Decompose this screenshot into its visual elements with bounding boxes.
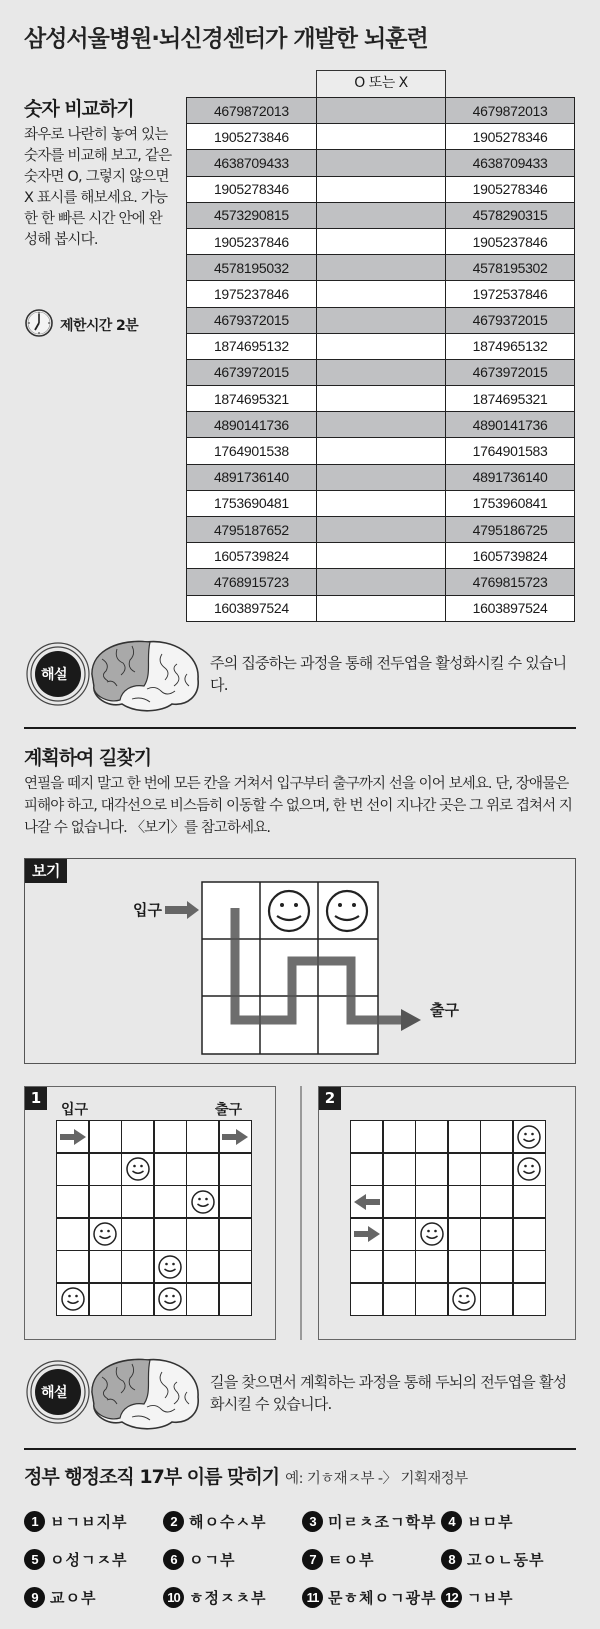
quiz-item [24,1585,163,1609]
grid-cell[interactable] [514,1154,545,1185]
exit-label: 출구 [215,1102,243,1118]
grid-cell[interactable] [90,1219,121,1250]
entrance-label: 입구 [133,901,162,919]
left-number: 4891736140 [187,464,317,490]
answer-cell[interactable] [316,98,445,124]
answer-cell[interactable] [316,386,445,412]
left-number: 1975237846 [187,281,317,307]
grid-cell[interactable] [514,1121,545,1152]
grid-cell[interactable] [90,1186,121,1217]
grid-cell[interactable] [122,1154,153,1185]
section-title-number-compare: 숫자 비교하기 [24,98,134,120]
arrow-right-icon [222,1129,248,1145]
grid-cell[interactable] [514,1186,545,1217]
quiz-number-badge: 3 [302,1511,323,1532]
answer-cell[interactable] [316,176,445,202]
quiz-title: 정부 행정조직 17부 이름 맞히기 [24,1466,280,1488]
table-row [187,412,575,438]
time-limit [24,308,138,342]
answer-cell[interactable] [316,255,445,281]
quiz-hint: ㅇㄱ부 [189,1550,236,1569]
grid-cell[interactable] [416,1186,447,1217]
grid-cell[interactable] [514,1251,545,1282]
table-row [187,98,575,124]
smiley-icon [92,1221,118,1247]
table-row [187,517,575,543]
grid-cell[interactable] [155,1154,186,1185]
answer-cell[interactable] [316,202,445,228]
ox-column-header: O 또는 X [316,70,446,97]
grid-cell[interactable] [351,1219,382,1250]
exit-label: 출구 [430,1001,459,1019]
quiz-hint: ㅂㅁ부 [467,1512,514,1531]
grid-cell[interactable] [351,1154,382,1185]
quiz-list [24,1509,584,1609]
left-number: 1874695132 [187,333,317,359]
grid-cell[interactable] [155,1121,186,1152]
grid-cell[interactable] [416,1121,447,1152]
table-row [187,386,575,412]
quiz-number-badge: 1 [24,1511,45,1532]
grid-cell[interactable] [57,1186,88,1217]
time-limit-label: 제한시간 2분 [60,318,139,334]
quiz-item [24,1547,163,1571]
table-row [187,543,575,569]
grid-cell[interactable] [481,1186,512,1217]
left-number: 1753690481 [187,490,317,516]
quiz-number-badge: 7 [302,1549,323,1570]
left-number: 4673972015 [187,359,317,385]
quiz-item [163,1547,302,1571]
left-number: 4795187652 [187,517,317,543]
right-number: 1874965132 [446,333,575,359]
example-grid [201,881,441,1056]
grid-cell[interactable] [481,1154,512,1185]
left-number: 4573290815 [187,202,317,228]
quiz-item [163,1509,302,1533]
left-number: 1605739824 [187,543,317,569]
answer-cell[interactable] [316,333,445,359]
answer-cell[interactable] [316,464,445,490]
right-number: 4578195302 [446,255,575,281]
right-number: 4679372015 [446,307,575,333]
quiz-hint: ㄱㅂ부 [467,1588,514,1607]
section-divider [24,727,576,729]
explanation-text-2: 길을 찾으면서 계획하는 과정을 통해 두뇌의 전두엽을 활성화시킬 수 있습니다. [210,1373,567,1413]
grid-cell[interactable] [514,1284,545,1315]
grid-cell[interactable] [187,1251,218,1282]
quiz-hint: 해ㅇ수ㅅ부 [189,1512,267,1531]
right-number: 4679872013 [446,98,575,124]
grid-cell[interactable] [57,1251,88,1282]
table-row [187,176,575,202]
table-row [187,307,575,333]
table-row [187,595,575,621]
right-number: 1753960841 [446,490,575,516]
left-number: 1905273846 [187,124,317,150]
table-row [187,438,575,464]
grid-cell[interactable] [449,1121,480,1152]
answer-cell[interactable] [316,359,445,385]
grid-cell[interactable] [384,1219,415,1250]
grid-cell[interactable] [351,1251,382,1282]
smiley-icon [516,1156,542,1182]
left-number: 1874695321 [187,386,317,412]
grid-cell[interactable] [481,1121,512,1152]
grid-cell[interactable] [122,1121,153,1152]
quiz-number-badge: 12 [441,1587,462,1608]
grid-cell[interactable] [220,1154,251,1185]
explanation-text-1: 주의 집중하는 과정을 통해 전두엽을 활성화시킬 수 있습니다. [210,654,567,694]
quiz-hint: 문ㅎ체ㅇㄱ광부 [328,1588,437,1607]
smiley-icon [125,1156,151,1182]
left-number: 4638709433 [187,150,317,176]
table-row [187,228,575,254]
grid-cell[interactable] [122,1251,153,1282]
grid-cell[interactable] [155,1251,186,1282]
right-number: 1603897524 [446,595,575,621]
table-row [187,124,575,150]
grid-cell[interactable] [384,1121,415,1152]
quiz-item [441,1509,580,1533]
quiz-hint: ㅌㅇ부 [328,1550,375,1569]
section-description: 연필을 떼지 말고 한 번에 모든 칸을 거쳐서 입구부터 출구까지 선을 이어 보세요. 단, 장애물은 피해야 하고, 대각선으로 비스듬히 이동할 수 없으며, 한 번 선이 지나간 곳은 그 위로 겹쳐서 지나갈 수 없습니다. 〈보기〉를 참고하세요. [24,776,573,836]
grid-cell[interactable] [449,1284,480,1315]
grid-cell[interactable] [449,1251,480,1282]
left-number: 1905237846 [187,228,317,254]
grid-cell[interactable] [384,1284,415,1315]
right-number: 4673972015 [446,359,575,385]
right-number: 4891736140 [446,464,575,490]
arrow-right-icon [165,901,199,919]
answer-cell[interactable] [316,517,445,543]
table-row [187,464,575,490]
grid-cell[interactable] [57,1284,88,1315]
table-row [187,281,575,307]
grid-cell[interactable] [122,1186,153,1217]
grid-cell[interactable] [514,1219,545,1250]
grid-cell[interactable] [90,1154,121,1185]
arrow-left-icon [354,1194,380,1210]
grid-cell[interactable] [187,1186,218,1217]
quiz-number-badge: 4 [441,1511,462,1532]
answer-cell[interactable] [316,569,445,595]
grid-cell[interactable] [416,1284,447,1315]
grid-cell[interactable] [351,1186,382,1217]
left-number: 4679872013 [187,98,317,124]
grid-cell[interactable] [57,1219,88,1250]
quiz-number-badge: 8 [441,1549,462,1570]
quiz-item [441,1585,580,1609]
grid-cell[interactable] [220,1186,251,1217]
right-number: 1905237846 [446,228,575,254]
arrow-right-icon [354,1226,380,1242]
quiz-hint: ㅇ성ㄱㅈ부 [50,1550,128,1569]
explanation-label: 해설 [41,667,68,683]
grid-cell[interactable] [122,1219,153,1250]
page-title: 삼성서울병원·뇌신경센터가 개발한 뇌훈련 [24,26,428,52]
grid-cell[interactable] [220,1219,251,1250]
quiz-item [302,1585,441,1609]
puzzle-1 [24,1086,276,1340]
quiz-example: 예: 기ㅎ재ㅈ부 -〉 기획재정부 [285,1471,468,1487]
left-number: 4578195032 [187,255,317,281]
table-row [187,202,575,228]
table-row [187,150,575,176]
quiz-number-badge: 10 [163,1587,184,1608]
grid-cell[interactable] [481,1219,512,1250]
answer-cell[interactable] [316,595,445,621]
smiley-icon [157,1254,183,1280]
grid-cell[interactable] [384,1251,415,1282]
smiley-icon [419,1221,445,1247]
section-title-ministry-quiz [24,1462,467,1489]
answer-cell[interactable] [316,490,445,516]
quiz-number-badge: 9 [24,1587,45,1608]
grid-cell[interactable] [57,1121,88,1152]
answer-cell[interactable] [316,412,445,438]
section-description: 좌우로 나란히 놓여 있는 숫자를 비교해 보고, 같은 숫자면 O, 그렇지 않으면 X 표시를 해보세요. 가능한 한 빠른 시간 안에 완성해 봅시다. [24,127,172,248]
quiz-item [302,1509,441,1533]
grid-cell[interactable] [449,1219,480,1250]
grid-cell[interactable] [384,1154,415,1185]
smiley-icon [157,1286,183,1312]
smiley-icon [451,1286,477,1312]
grid-cell[interactable] [384,1186,415,1217]
grid-cell[interactable] [90,1251,121,1282]
table-row [187,359,575,385]
smiley-icon [190,1189,216,1215]
puzzle-2 [318,1086,576,1340]
answer-cell[interactable] [316,438,445,464]
arrow-right-icon [60,1129,86,1145]
grid-cell[interactable] [416,1251,447,1282]
puzzle-number: 2 [319,1087,341,1110]
table-row [187,490,575,516]
grid-cell[interactable] [220,1284,251,1315]
grid-cell[interactable] [122,1284,153,1315]
table-row [187,255,575,281]
grid-cell[interactable] [449,1186,480,1217]
right-number: 4638709433 [446,150,575,176]
left-number: 1905278346 [187,176,317,202]
smiley-icon [327,891,367,931]
smiley-icon [516,1124,542,1150]
table-row [187,333,575,359]
left-number: 4679372015 [187,307,317,333]
grid-cell[interactable] [187,1219,218,1250]
answer-cell[interactable] [316,281,445,307]
grid-cell[interactable] [351,1121,382,1152]
quiz-hint: ㅂㄱㅂ지부 [50,1512,128,1531]
quiz-hint: ㅎ정ㅈㅊ부 [189,1588,267,1607]
answer-cell[interactable] [316,543,445,569]
puzzle-divider [300,1086,302,1340]
quiz-number-badge: 5 [24,1549,45,1570]
left-number: 1764901538 [187,438,317,464]
grid-cell[interactable] [416,1219,447,1250]
quiz-number-badge: 2 [163,1511,184,1532]
grid-cell[interactable] [220,1251,251,1282]
grid-cell[interactable] [351,1284,382,1315]
grid-cell[interactable] [220,1121,251,1152]
smiley-icon [60,1286,86,1312]
example-tag: 보기 [25,859,67,883]
left-number: 4890141736 [187,412,317,438]
answer-cell[interactable] [316,150,445,176]
grid-cell[interactable] [155,1186,186,1217]
number-compare-table [186,97,575,622]
grid-cell[interactable] [155,1219,186,1250]
quiz-item [302,1547,441,1571]
quiz-item [441,1547,580,1571]
grid-cell[interactable] [481,1284,512,1315]
grid-cell[interactable] [57,1154,88,1185]
table-row [187,569,575,595]
clock-icon [24,308,54,342]
right-number: 1874695321 [446,386,575,412]
answer-cell[interactable] [316,228,445,254]
answer-cell[interactable] [316,307,445,333]
quiz-number-badge: 6 [163,1549,184,1570]
right-number: 1972537846 [446,281,575,307]
right-number: 4890141736 [446,412,575,438]
right-number: 1764901583 [446,438,575,464]
quiz-hint: 미ㄹㅊ조ㄱ학부 [328,1512,437,1531]
explanation-label: 해설 [41,1385,68,1401]
puzzle-number: 1 [25,1087,47,1110]
right-number: 1905278346 [446,176,575,202]
right-number: 1605739824 [446,543,575,569]
entrance-label: 입구 [61,1102,89,1118]
smiley-icon [269,891,309,931]
grid-cell[interactable] [90,1121,121,1152]
grid-cell[interactable] [155,1284,186,1315]
puzzle-grid [56,1120,252,1316]
section-divider [24,1448,576,1450]
example-box [24,858,576,1064]
explanation-badge-2 [22,1352,202,1436]
grid-cell[interactable] [187,1284,218,1315]
answer-cell[interactable] [316,124,445,150]
grid-cell[interactable] [187,1154,218,1185]
left-number: 4768915723 [187,569,317,595]
puzzle-grid [350,1120,546,1316]
grid-cell[interactable] [416,1154,447,1185]
grid-cell[interactable] [187,1121,218,1152]
quiz-item [163,1585,302,1609]
explanation-badge-1 [22,634,202,718]
section-title-path-finding: 계획하여 길찾기 [24,747,152,769]
right-number: 4795186725 [446,517,575,543]
quiz-number-badge: 11 [302,1587,323,1608]
quiz-hint: 고ㅇㄴ동부 [467,1550,545,1569]
left-number: 1603897524 [187,595,317,621]
grid-cell[interactable] [449,1154,480,1185]
right-number: 4769815723 [446,569,575,595]
right-number: 1905278346 [446,124,575,150]
quiz-item [24,1509,163,1533]
quiz-hint: 교ㅇ부 [50,1588,97,1607]
right-number: 4578290315 [446,202,575,228]
grid-cell[interactable] [90,1284,121,1315]
grid-cell[interactable] [481,1251,512,1282]
